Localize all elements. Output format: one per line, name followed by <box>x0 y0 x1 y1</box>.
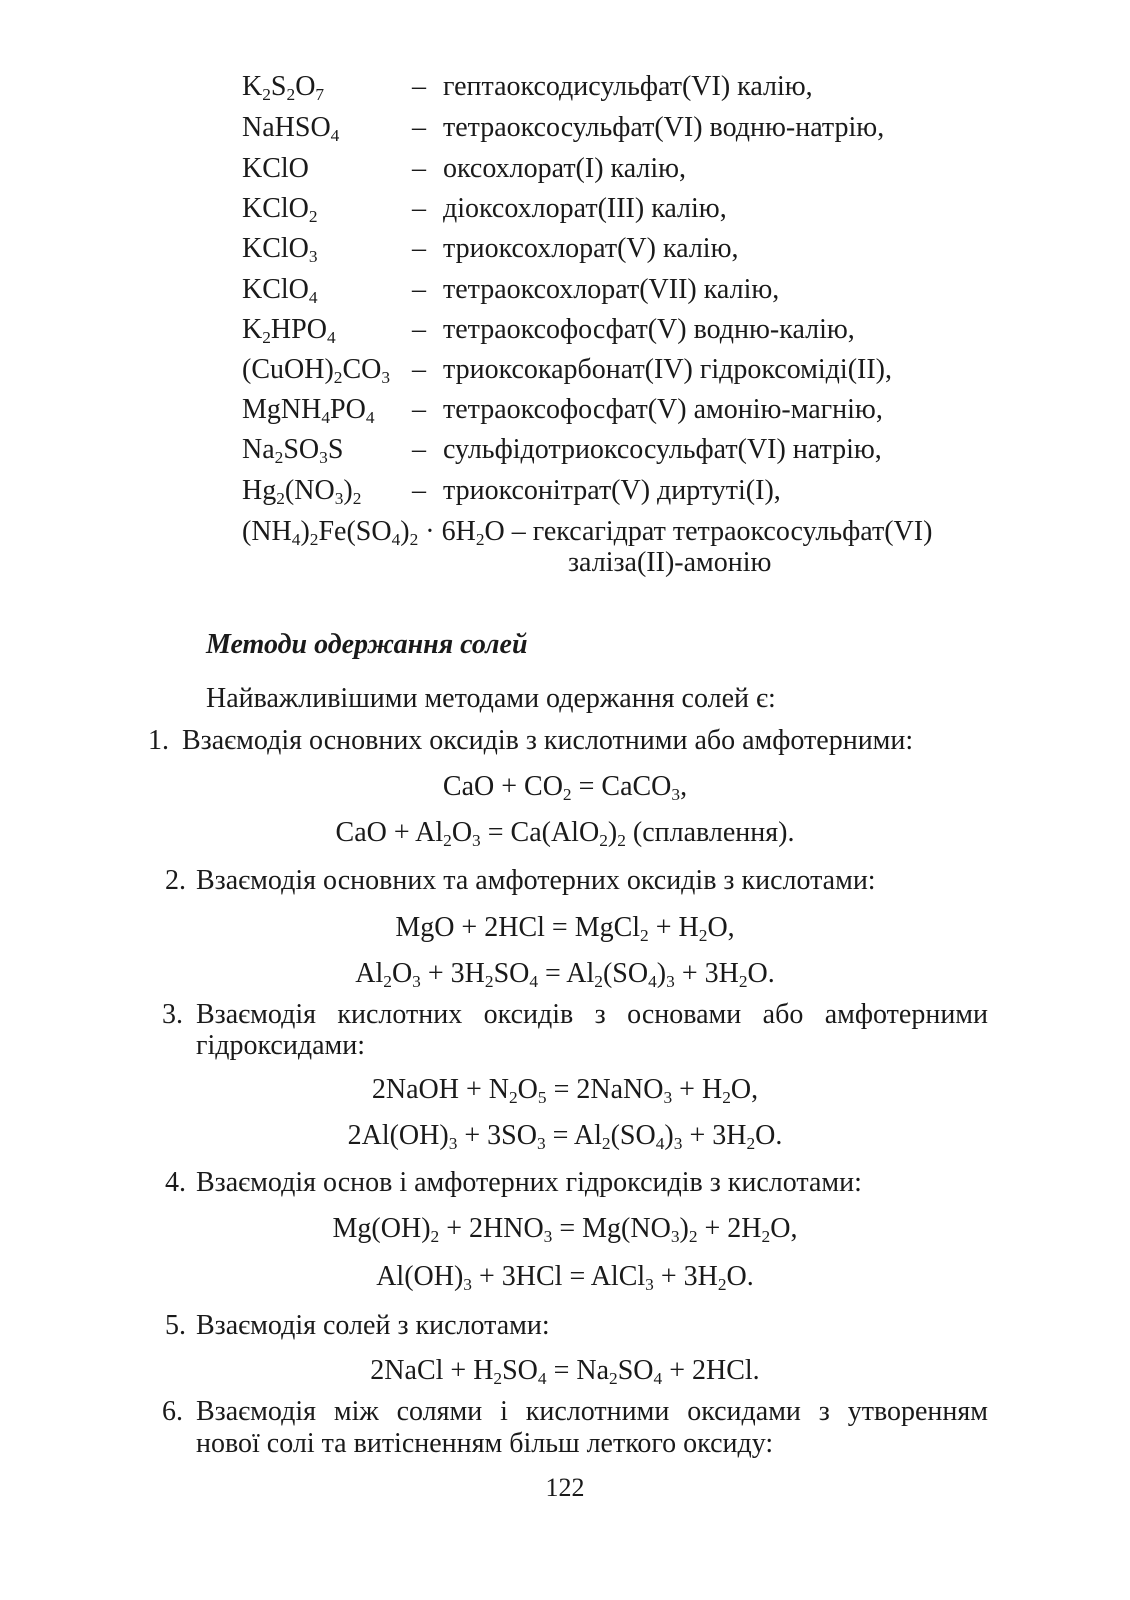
chemical-equation: 2NaCl + $H_2SO_4 = Na_2SO_4 + 2HCl$. <box>370 1355 760 1388</box>
dash-separator: – <box>412 274 426 305</box>
dash-separator: – <box>412 153 426 184</box>
chemical-formula: $K_2S_2O_7$ <box>242 71 325 104</box>
chemical-equation: CaO + $Al_2O_3 = Ca(AlO_2)_2$ (сплавлення). <box>335 817 795 850</box>
chemical-formula: $K_2HPO_4$ <box>242 314 336 347</box>
compound-name: гептаоксодисульфат(VI) калію, <box>443 71 813 102</box>
method-text: Взаємодія основних оксидів з кислотними або амфотерними: <box>182 725 914 756</box>
method-text-continuation: гідроксидами: <box>196 1030 365 1061</box>
dash-separator: – <box>412 193 426 224</box>
dash-separator: – <box>412 233 426 264</box>
compound-name: оксохлорат(I) калію, <box>443 153 687 184</box>
method-number: 5. <box>165 1310 186 1341</box>
method-number: 4. <box>165 1167 186 1198</box>
dash-separator: – <box>412 434 426 465</box>
chemical-equation: CaO + $CO_2$ = CaCO$_3$, <box>442 771 688 804</box>
section-heading: Методи одержання солей <box>206 629 528 660</box>
method-text: Взаємодія основних та амфотерних оксидів з кислотами: <box>196 865 876 896</box>
method-text: Взаємодія кислотних оксидів з основами або амфотерними <box>196 999 988 1030</box>
dash-separator: – <box>412 475 426 506</box>
chemical-equation: MgO + 2HCl = MgCl$_2$ + $H_2O$, <box>395 912 735 945</box>
chemical-formula: $MgNH_4PO_4$ <box>242 394 375 427</box>
chemical-equation: $Al(OH)_3 + 3HCl$ = AlCl$_3$ + $3H_2O$. <box>376 1261 754 1294</box>
nomenclature-last-entry-continuation: заліза(II)-амонію <box>568 547 772 578</box>
compound-name: триоксохлорат(V) калію, <box>443 233 739 264</box>
compound-name: триоксонітрат(V) диртуті(I), <box>443 475 781 506</box>
method-number: 6. <box>162 1396 183 1427</box>
method-text: Взаємодія основ і амфотерних гідроксидів з кислотами: <box>196 1167 862 1198</box>
method-text: Взаємодія між солями і кислотними оксидами з утворенням <box>196 1396 988 1427</box>
dash-separator: – <box>412 314 426 345</box>
compound-name: тетраоксофосфат(V) амонію-магнію, <box>443 394 883 425</box>
compound-name: тетраоксосульфат(VI) водню-натрію, <box>443 112 885 143</box>
chemical-formula: $(CuOH)_2CO_3$ <box>242 354 391 387</box>
chemical-equation: $Al_2O_3 + 3H_2SO_4 = Al_2(SO_4)_3 + 3H_2O$. <box>355 958 775 991</box>
dash-separator: – <box>412 112 426 143</box>
dash-separator: – <box>412 71 426 102</box>
chemical-equation: $2Al(OH)_3 + 3SO_3 = Al_2(SO_4)_3 + 3H_2O$. <box>347 1120 783 1153</box>
chemical-formula: KClO$_4$ <box>242 274 318 307</box>
chemical-formula: NaHSO$_4$ <box>242 112 340 145</box>
chemical-equation: 2NaOH + $N_2O_5$ = 2NaNO$_3$ + $H_2O$, <box>371 1074 759 1107</box>
page-number: 122 <box>545 1473 585 1502</box>
intro-paragraph: Найважливішими методами одержання солей є: <box>206 683 776 714</box>
compound-name: сульфідотриоксосульфат(VI) натрію, <box>443 434 882 465</box>
compound-name: тетраоксохлорат(VII) калію, <box>443 274 780 305</box>
dash-separator: – <box>412 394 426 425</box>
chemical-formula: KClO$_3$ <box>242 233 318 266</box>
chemical-equation: $Mg(OH)_2 + 2HNO_3 = Mg(NO_3)_2 + 2H_2O$, <box>332 1213 798 1246</box>
chemical-formula: KClO$_2$ <box>242 193 318 226</box>
chemical-formula: KClO <box>242 153 309 184</box>
dash-separator: – <box>412 354 426 385</box>
method-number: 1. <box>148 725 169 756</box>
chemical-formula: $Hg_2(NO_3)_2$ <box>242 475 362 508</box>
method-number: 2. <box>165 865 186 896</box>
method-number: 3. <box>162 999 183 1030</box>
method-text: Взаємодія солей з кислотами: <box>196 1310 550 1341</box>
compound-name: тетраоксофосфат(V) водню-калію, <box>443 314 855 345</box>
nomenclature-last-entry: $(NH_4)_2Fe(SO_4)_2 \cdot 6H_2O$ – гексагідрат тетраоксосульфат(VI) <box>242 516 933 549</box>
method-text-continuation: нової солі та витісненням більш леткого оксиду: <box>196 1428 774 1459</box>
compound-name: триоксокарбонат(IV) гідроксоміді(II), <box>443 354 892 385</box>
compound-name: діоксохлорат(III) калію, <box>443 193 727 224</box>
chemical-formula: $Na_2SO_3S$ <box>242 434 344 467</box>
